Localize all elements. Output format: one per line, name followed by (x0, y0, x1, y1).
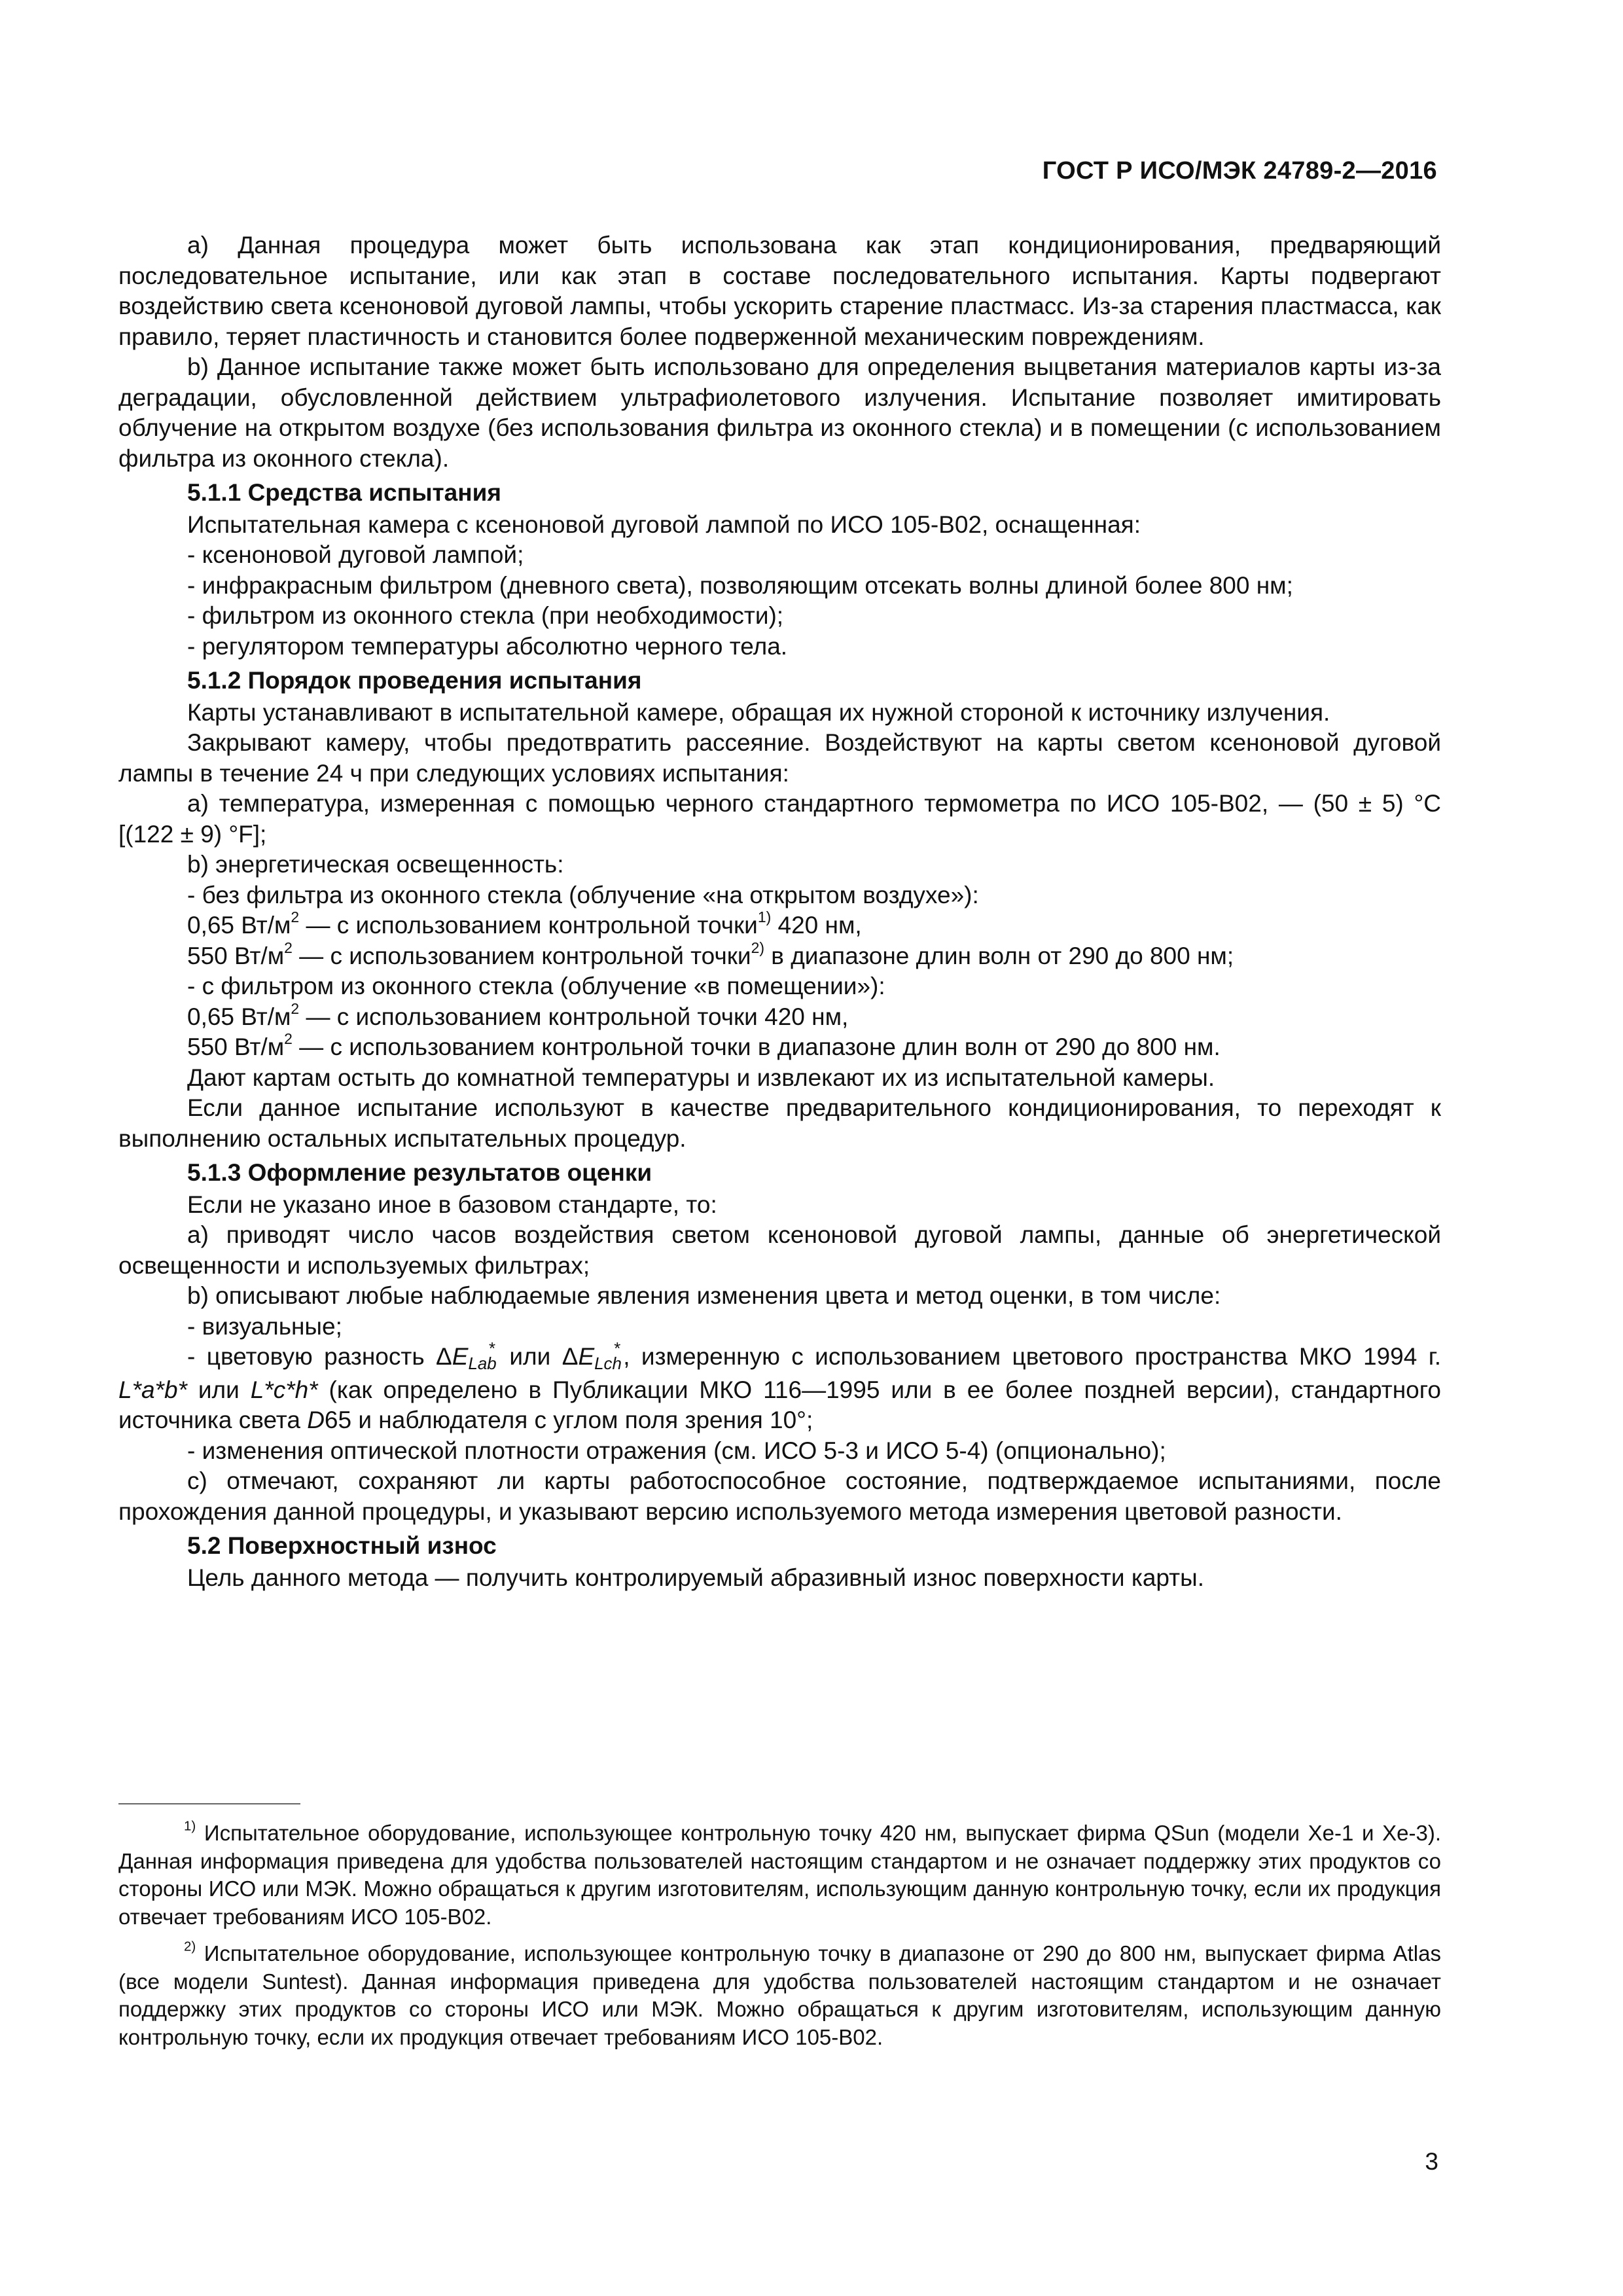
irradiance-text: в диапазоне длин волн от 290 до 800 нм; (764, 942, 1234, 969)
irradiance-value: 0,65 Вт/м (187, 1003, 291, 1030)
paragraph-equipment-lead: Испытательная камера с ксеноновой дуговой лампой по ИСО 105-B02, оснащенная: (187, 511, 1141, 538)
section-heading-5-1-1: 5.1.1 Средства испытания (187, 479, 501, 506)
color-diff-text: или (497, 1343, 562, 1370)
delta-symbol: Δ (562, 1343, 579, 1370)
superscript: 2 (291, 999, 300, 1017)
list-item-equipment-1: - ксеноновой дуговой лампой; (187, 541, 524, 568)
paragraph-procedure-a: a) температура, измеренная с помощью черного стандартного термометра по ИСО 105-B02, — (50 ± 5) °C [(122 ± 9) °F]; (118, 790, 1441, 848)
paragraph-results-c: c) отмечают, сохраняют ли карты работоспособное состояние, подтверждаемое испытаниями, после прохождения данной процедуры, и указывают версию используемого метода измерения цветовой разности. (118, 1467, 1441, 1525)
section-heading-5-1-3: 5.1.3 Оформление результатов оценки (187, 1159, 652, 1186)
footnote-text-1: Испытательное оборудование, использующее контрольную точку 420 нм, выпускает фирма QSun (модели Xe-1 и Xe-3). Данная информация приведена для удобства пользователей настоящим стандартом и не означает поддержку этих продуктов со стороны ИСО или МЭК. Можно обращаться к другим изготовителям, использующим данную контрольную точку, если их продукция отвечает требованиям ИСО 105-B02. (118, 1821, 1441, 1929)
footnote-2 (118, 1940, 1441, 2051)
body-text (118, 230, 1441, 1593)
delta-e-lab-symbol (436, 1339, 498, 1374)
subscript-lch: Lch (594, 1355, 622, 1374)
list-item-equipment-3: - фильтром из оконного стекла (при необходимости); (187, 602, 784, 629)
paragraph-procedure-4: Если данное испытание используют в качестве предварительного кондиционирования, то переходят к выполнению остальных испытательных процедур. (118, 1094, 1441, 1152)
color-diff-text: или (187, 1376, 251, 1403)
list-item-equipment-4: - регулятором температуры абсолютно черного тела. (187, 632, 788, 660)
illuminant-d: D (307, 1407, 325, 1433)
paragraph-results-b: b) описывают любые наблюдаемые явления изменения цвета и метод оценки, в том числе: (187, 1282, 1221, 1309)
irradiance-line-4 (118, 1032, 1441, 1063)
irradiance-text: — с использованием контрольной точки 420 нм, (299, 1003, 849, 1030)
paragraph-results-lead: Если не указано иное в базовом стандарте, то: (187, 1191, 717, 1218)
section-heading-5-1-2: 5.1.2 Порядок проведения испытания (187, 667, 642, 694)
list-item-visual: - визуальные; (187, 1312, 342, 1340)
paragraph-surface-wear: Цель данного метода — получить контролируемый абразивный износ поверхности карты. (187, 1564, 1204, 1591)
paragraph-b-intro: b) Данное испытание также может быть использовано для определения выцветания материалов карты из-за деградации, обусловленной действием ультрафиолетового излучения. Испытание позволяет имитировать облучение на открытом воздухе (без использования фильтра из оконного стекла) и в помещении (с использованием фильтра из оконного стекла). (118, 353, 1441, 472)
color-space-lch: L*c*h* (250, 1376, 318, 1403)
footnote-mark-2: 2) (184, 1939, 196, 1954)
delta-e-lch-symbol (562, 1339, 623, 1374)
paragraph-procedure-1: Карты устанавливают в испытательной камере, обращая их нужной стороной к источнику излучения. (187, 698, 1330, 726)
star-superscript: * (614, 1339, 621, 1358)
e-symbol: E (452, 1343, 469, 1370)
irradiance-text: — с использованием контрольной точки в диапазоне длин волн от 290 до 800 нм. (292, 1033, 1221, 1060)
irradiance-text: — с использованием контрольной точки (299, 912, 758, 939)
irradiance-line-2 (118, 941, 1441, 972)
subscript-lab: Lab (468, 1355, 497, 1374)
list-item-optical-density: - изменения оптической плотности отражения (см. ИСО 5-3 и ИСО 5-4) (опционально); (187, 1437, 1166, 1464)
irradiance-text: — с использованием контрольной точки (292, 942, 751, 969)
footnote-mark-1: 1) (184, 1818, 196, 1834)
footnote-text-2: Испытательное оборудование, использующее контрольную точку в диапазоне от 290 до 800 нм, выпускает фирма Atlas (все модели Suntest). Данная информация приведена для удобства пользователей настоящим стандартом и не означает поддержку этих продуктов со стороны ИСО или МЭК. Можно обращаться к другим изготовителям, использующим данную контрольную точку, если их продукция отвечает требованиям ИСО 105-B02. (118, 1941, 1441, 2049)
paragraph-procedure-2: Закрывают камеру, чтобы предотвратить рассеяние. Воздействуют на карты светом ксеноновой дуговой лампы в течение 24 ч при следующих условиях испытания: (118, 729, 1441, 787)
superscript: 2 (284, 1030, 293, 1047)
footnote-1 (118, 1820, 1441, 1931)
page-number: 3 (1425, 2148, 1438, 2175)
color-diff-text: 65 и наблюдателя с углом поля зрения 10°; (324, 1407, 813, 1433)
section-heading-5-2: 5.2 Поверхностный износ (187, 1532, 497, 1559)
e-symbol: E (578, 1343, 595, 1370)
list-item-indoor: - с фильтром из оконного стекла (облучение «в помещении»): (187, 973, 885, 999)
list-item-outdoor: - без фильтра из оконного стекла (облучение «на открытом воздухе»): (187, 881, 979, 908)
document-header: ГОСТ Р ИСО/МЭК 24789-2—2016 (1042, 157, 1437, 185)
color-diff-text: (как определено в Публикации МКО 116—1995 или в ее более поздней версии), стандартного источника света (118, 1376, 1441, 1433)
list-item-equipment-2: - инфракрасным фильтром (дневного света), позволяющим отсекать волны длиной более 800 нм; (187, 571, 1293, 599)
irradiance-line-3 (118, 999, 1441, 1033)
superscript: 2 (284, 939, 293, 956)
color-diff-text: - цветовую разность (187, 1343, 437, 1370)
footnote-separator (118, 1803, 300, 1804)
footnote-ref-1: 1) (757, 908, 772, 925)
irradiance-value: 550 Вт/м (187, 1033, 285, 1060)
superscript: 2 (291, 908, 300, 925)
irradiance-line-1 (118, 910, 1441, 941)
delta-symbol: Δ (436, 1343, 452, 1370)
irradiance-value: 0,65 Вт/м (187, 912, 291, 939)
footnote-ref-2: 2) (751, 939, 764, 956)
footnotes (118, 1820, 1441, 2060)
color-space-lab: L*a*b* (118, 1376, 187, 1403)
irradiance-text: 420 нм, (771, 912, 862, 939)
irradiance-value: 550 Вт/м (187, 942, 285, 969)
paragraph-results-a: a) приводят число часов воздействия светом ксеноновой дуговой лампы, данные об энергетической освещенности и используемых фильтрах; (118, 1221, 1441, 1279)
paragraph-a-intro: a) Данная процедура может быть использована как этап кондиционирования, предваряющий последовательное испытание, или как этап в составе последовательного испытания. Карты подвергают воздействию света ксеноновой дуговой лампы, чтобы ускорить старение пластмасс. Из-за старения пластмасса, как правило, теряет пластичность и становится более подверженной механическим повреждениям. (118, 232, 1441, 350)
list-item-color-difference (118, 1339, 1441, 1436)
paragraph-procedure-3: Дают картам остыть до комнатной температуры и извлекают их из испытательной камеры. (187, 1064, 1215, 1091)
paragraph-procedure-b: b) энергетическая освещенность: (187, 851, 564, 878)
star-superscript: * (489, 1339, 496, 1358)
color-diff-text: , измеренную с использованием цветового пространства МКО 1994 г. (623, 1343, 1441, 1370)
